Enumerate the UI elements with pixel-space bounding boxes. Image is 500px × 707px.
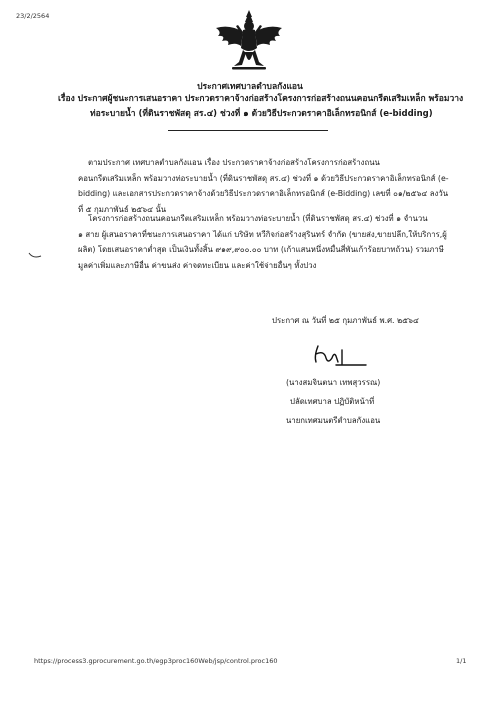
- p1-line-2: คอนกรีตเสริมเหล็ก พร้อมวางท่อระบายน้ำ (ที่ดินราชพัสดุ สร.๔) ช่วงที่ ๑ ด้วยวิธีประกวดราคาอิเล็กทรอนิกส์ (e-: [78, 173, 449, 183]
- subject-line-2: ท่อระบายน้ำ (ที่ดินราชพัสดุ สร.๔) ช่วงที่ ๑ ด้วยวิธีประกวดราคาอิเล็กทรอนิกส์ (e-bidding): [90, 109, 433, 119]
- p2-line-1: โครงการก่อสร้างถนนคอนกรีตเสริมเหล็ก พร้อมวางท่อระบายน้ำ (ที่ดินราชพัสดุ สร.๔) ช่วงที่ ๑ จำนวน: [88, 214, 428, 223]
- paragraph-1: [78, 155, 458, 217]
- divider: [168, 130, 328, 131]
- garuda-emblem-icon: [212, 8, 286, 74]
- p2-line-3: ผลิต) โดยเสนอราคาต่ำสุด เป็นเงินทั้งสิ้น ๙๑๙,๙๐๐.๐๐ บาท (เก้าแสนหนึ่งหมื่นสี่พันเก้าร้อยบาทถ้วน) รวมภาษี: [78, 245, 444, 254]
- p1-line-1: ตามประกาศ เทศบาลตำบลกังแอน เรื่อง ประกวดราคาจ้างก่อสร้างโครงการก่อสร้างถนน: [88, 158, 380, 167]
- signatory-name: (นางสมจินตนา เทพสุวรรณ): [286, 378, 381, 387]
- source-url: https://process3.gprocurement.go.th/egp3proc160Web/jsp/control.proc160: [34, 657, 278, 665]
- signatory-position-2: นายกเทศมนตรีตำบลกังแอน: [286, 416, 381, 425]
- p1-line-3: bidding) และเอกสารประกวดราคาจ้างด้วยวิธีประกวดราคาอิเล็กทรอนิกส์ (e-Bidding) เลขที่ ๐๑/๒๕๖๔ ลงวัน: [78, 189, 449, 198]
- announcement-date: ประกาศ ณ วันที่ ๒๕ กุมภาพันธ์ พ.ศ. ๒๕๖๔: [272, 316, 419, 325]
- handwritten-signature: [306, 338, 376, 368]
- subject-line-1: เรื่อง ประกาศผู้ชนะการเสนอราคา ประกวดราคาจ้างก่อสร้างโครงการก่อสร้างถนนคอนกรีตเสริมเหล็ก พร้อมวาง: [58, 94, 464, 104]
- print-date: 23/2/2564: [16, 12, 50, 20]
- p2-line-2: ๑ สาย ผู้เสนอราคาที่ชนะการเสนอราคา ได้แก่ บริษัท หวีกิจก่อสร้างสุรินทร์ จำกัด (ขายส่ง,ขายปลีก,ให้บริการ,ผู้: [78, 229, 447, 239]
- signatory-position-1: ปลัดเทศบาล ปฏิบัติหน้าที่: [290, 397, 375, 406]
- margin-check-mark-icon: [28, 250, 42, 260]
- page-number: 1/1: [456, 657, 467, 665]
- p2-line-4: มูลค่าเพิ่มและภาษีอื่น ค่าขนส่ง ค่าจดทะเบียน และค่าใช้จ่ายอื่นๆ ทั้งปวง: [78, 260, 317, 270]
- subject-heading: [58, 92, 478, 122]
- p1-line-4: ที่ ๕ กุมภาพันธ์ ๒๕๖๔ นั้น: [78, 204, 167, 214]
- paragraph-2: [78, 211, 458, 273]
- organization-title: ประกาศเทศบาลตำบลกังแอน: [197, 82, 303, 92]
